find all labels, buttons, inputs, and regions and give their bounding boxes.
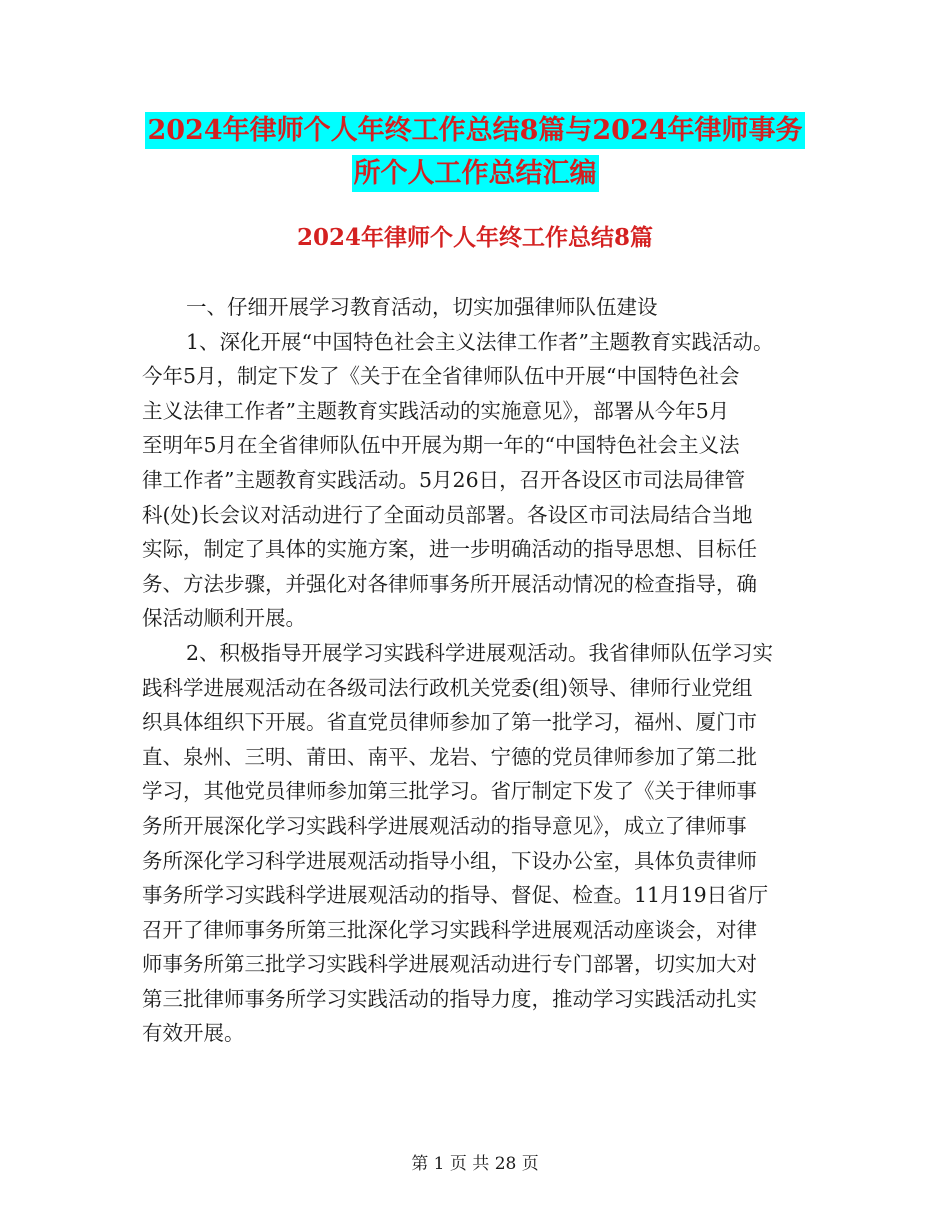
title-highlight-1: 2024年律师个人年终工作总结8篇与2024年律师事务 bbox=[145, 112, 804, 149]
body-line: 务所深化学习科学进展观活动指导小组，下设办公室，具体负责律师 bbox=[142, 848, 757, 873]
body-line: 召开了律师事务所第三批深化学习实践科学进展观活动座谈会，对律 bbox=[142, 917, 757, 942]
document-title-line-1 bbox=[0, 108, 950, 154]
body-line: 实际，制定了具体的实施方案，进一步明确活动的指导思想、目标任 bbox=[142, 537, 757, 562]
body-line: 学习，其他党员律师参加第三批学习。省厅制定下发了《关于律师事 bbox=[142, 779, 757, 804]
body-line: 一、仔细开展学习教育活动，切实加强律师队伍建设 bbox=[186, 295, 658, 319]
body-line: 主义法律工作者”主题教育实践活动的实施意见》，部署从今年5月 bbox=[142, 398, 730, 423]
body-line: 2、积极指导开展学习实践科学进展观活动。我省律师队伍学习实 bbox=[186, 640, 774, 665]
body-line: 保活动顺利开展。 bbox=[142, 606, 306, 631]
body-line: 直、泉州、三明、莆田、南平、龙岩、宁德的党员律师参加了第二批 bbox=[142, 744, 757, 769]
document-title-line-2 bbox=[0, 151, 950, 197]
page-footer: 第 1 页 共 28 页 bbox=[411, 1154, 539, 1174]
body-line: 1、深化开展“中国特色社会主义法律工作者”主题教育实践活动。 bbox=[186, 329, 774, 354]
body-text bbox=[142, 290, 822, 1051]
body-line: 务所开展深化学习实践科学进展观活动的指导意见》，成立了律师事 bbox=[142, 813, 747, 838]
section-title: 2024年律师个人年终工作总结8篇 bbox=[296, 224, 654, 251]
body-line: 师事务所第三批学习实践科学进展观活动进行专门部署，切实加大对 bbox=[142, 952, 757, 977]
title-highlight-2: 所个人工作总结汇编 bbox=[352, 155, 599, 192]
body-line: 至明年5月在全省律师队伍中开展为期一年的“中国特色社会主义法 bbox=[142, 433, 740, 458]
body-line: 有效开展。 bbox=[142, 1021, 245, 1046]
body-line: 织具体组织下开展。省直党员律师参加了第一批学习，福州、厦门市 bbox=[142, 710, 757, 735]
body-line: 今年5月，制定下发了《关于在全省律师队伍中开展“中国特色社会 bbox=[142, 364, 740, 389]
body-line: 第三批律师事务所学习实践活动的指导力度，推动学习实践活动扎实 bbox=[142, 986, 757, 1011]
body-line: 科(处)长会议对活动进行了全面动员部署。各设区市司法局结合当地 bbox=[142, 502, 753, 527]
body-line: 律工作者”主题教育实践活动。5月26日，召开各设区市司法局律管 bbox=[142, 467, 746, 492]
body-line: 务、方法步骤，并强化对各律师事务所开展活动情况的检查指导，确 bbox=[142, 571, 757, 596]
body-line: 践科学进展观活动在各级司法行政机关党委(组)领导、律师行业党组 bbox=[142, 675, 753, 700]
body-line: 事务所学习实践科学进展观活动的指导、督促、检查。11月19日省厅 bbox=[142, 883, 769, 908]
